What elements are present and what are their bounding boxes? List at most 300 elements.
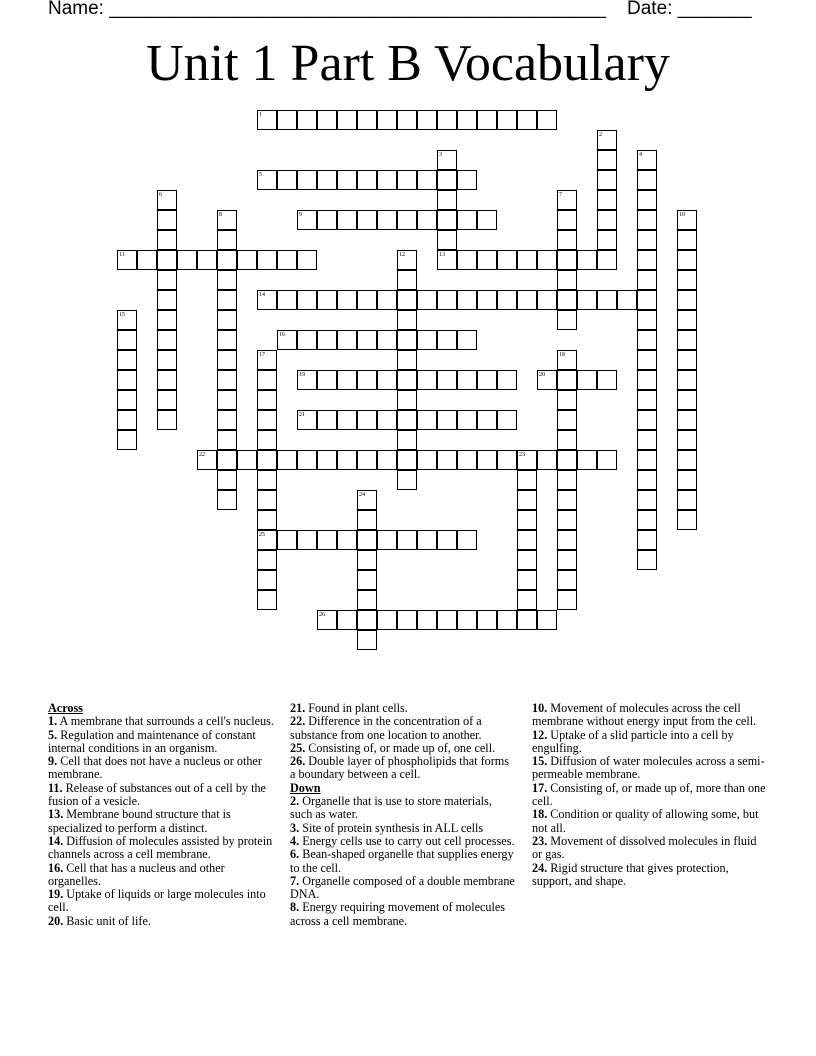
crossword-cell[interactable] (177, 250, 197, 270)
crossword-cell[interactable] (237, 450, 257, 470)
crossword-cell[interactable] (677, 250, 697, 270)
crossword-cell[interactable] (417, 330, 437, 350)
across-clue (290, 702, 516, 715)
crossword-cell[interactable] (557, 370, 577, 390)
crossword-cell[interactable] (417, 370, 437, 390)
crossword-cell[interactable] (637, 330, 657, 350)
crossword-cell[interactable] (557, 450, 577, 470)
crossword-cell[interactable] (557, 530, 577, 550)
crossword-cell[interactable] (417, 210, 437, 230)
crossword-cell[interactable] (317, 210, 337, 230)
crossword-cell[interactable] (117, 430, 137, 450)
crossword-cell[interactable] (317, 290, 337, 310)
crossword-cell[interactable] (257, 490, 277, 510)
crossword-cell[interactable] (357, 110, 377, 130)
crossword-cell[interactable] (337, 610, 357, 630)
crossword-cell[interactable] (637, 210, 657, 230)
crossword-cell[interactable] (217, 230, 237, 250)
crossword-cell[interactable] (357, 510, 377, 530)
clue-number-label: 12 (399, 252, 405, 258)
crossword-cell[interactable] (557, 410, 577, 430)
crossword-cell[interactable] (437, 610, 457, 630)
crossword-cell[interactable] (217, 330, 237, 350)
crossword-cell[interactable] (677, 370, 697, 390)
crossword-cell[interactable] (337, 170, 357, 190)
crossword-cell[interactable] (597, 150, 617, 170)
crossword-cell[interactable] (357, 410, 377, 430)
crossword-cell[interactable] (217, 410, 237, 430)
crossword-cell[interactable] (317, 410, 337, 430)
clue-number-label: 18 (559, 352, 565, 358)
crossword-cell[interactable] (157, 270, 177, 290)
crossword-cell[interactable] (357, 590, 377, 610)
down-clue (532, 782, 768, 809)
crossword-cell[interactable] (417, 610, 437, 630)
crossword-cell[interactable] (397, 310, 417, 330)
crossword-cell[interactable] (437, 210, 457, 230)
crossword-cell[interactable] (637, 450, 657, 470)
crossword-cell[interactable] (517, 110, 537, 130)
crossword-cell[interactable] (337, 110, 357, 130)
crossword-cell[interactable] (157, 390, 177, 410)
crossword-cell[interactable] (377, 610, 397, 630)
crossword-cell[interactable] (677, 410, 697, 430)
crossword-cell[interactable] (517, 590, 537, 610)
crossword-cell[interactable] (417, 290, 437, 310)
clue-number: 21. (290, 701, 306, 715)
crossword-cell[interactable] (537, 250, 557, 270)
crossword-cell[interactable] (377, 170, 397, 190)
clue-number-label: 14 (259, 292, 265, 298)
crossword-cell[interactable] (637, 430, 657, 450)
clue-number: 8. (290, 900, 300, 915)
crossword-cell[interactable] (277, 290, 297, 310)
crossword-cell[interactable] (257, 470, 277, 490)
clue-number: 23. (532, 833, 548, 848)
crossword-cell[interactable] (637, 510, 657, 530)
crossword-cell[interactable] (557, 230, 577, 250)
crossword-cell[interactable] (157, 210, 177, 230)
crossword-cell[interactable] (217, 290, 237, 310)
crossword-cell[interactable] (537, 610, 557, 630)
crossword-cell[interactable] (297, 330, 317, 350)
crossword-cell[interactable] (677, 450, 697, 470)
crossword-cell[interactable] (117, 410, 137, 430)
clue-number-label: 1 (259, 112, 262, 118)
crossword-cell[interactable] (377, 330, 397, 350)
crossword-cell[interactable] (637, 270, 657, 290)
crossword-cell[interactable] (677, 510, 697, 530)
crossword-cell[interactable] (217, 310, 237, 330)
crossword-cell[interactable] (157, 410, 177, 430)
crossword-cell[interactable] (277, 450, 297, 470)
clue-number-label: 4 (639, 152, 642, 158)
clue-number-label: 21 (299, 412, 305, 418)
crossword-cell[interactable] (677, 470, 697, 490)
clue-text: Site of protein synthesis in ALL cells (302, 820, 484, 835)
crossword-cell[interactable] (317, 370, 337, 390)
crossword-cell[interactable] (297, 450, 317, 470)
crossword-cell[interactable] (477, 290, 497, 310)
clue-text: Energy cells use to carry out cell processes. (302, 833, 515, 848)
crossword-cell[interactable] (257, 510, 277, 530)
crossword-cell[interactable] (637, 550, 657, 570)
clue-text: Organelle that is use to store materials, such as water. (290, 794, 492, 822)
crossword-cell[interactable] (257, 250, 277, 270)
crossword-cell[interactable] (397, 530, 417, 550)
across-clue (290, 755, 516, 782)
crossword-cell[interactable] (377, 530, 397, 550)
crossword-cell[interactable] (337, 410, 357, 430)
crossword-cell[interactable] (637, 230, 657, 250)
crossword-cell[interactable] (157, 290, 177, 310)
crossword-cell[interactable] (257, 450, 277, 470)
crossword-cell[interactable] (637, 390, 657, 410)
across-clue (290, 742, 516, 755)
crossword-cell[interactable] (397, 110, 417, 130)
crossword-cell[interactable] (357, 630, 377, 650)
crossword-cell[interactable] (637, 490, 657, 510)
crossword-cell[interactable] (417, 450, 437, 470)
crossword-cell[interactable] (317, 450, 337, 470)
crossword-cell[interactable] (157, 310, 177, 330)
across-clue (48, 808, 274, 835)
crossword-cell[interactable] (357, 550, 377, 570)
down-clue (532, 729, 768, 756)
crossword-cell[interactable] (217, 450, 237, 470)
crossword-cell[interactable] (217, 490, 237, 510)
clue-number: 24. (532, 860, 548, 875)
crossword-cell[interactable] (157, 230, 177, 250)
crossword-cell[interactable] (557, 590, 577, 610)
crossword-cell[interactable] (617, 290, 637, 310)
crossword-cell[interactable] (557, 250, 577, 270)
crossword-cell[interactable] (677, 330, 697, 350)
name-field-line[interactable]: Name: _______________________________________________ (48, 0, 606, 19)
clue-column-2 (290, 702, 516, 928)
crossword-cell[interactable] (517, 290, 537, 310)
crossword-cell[interactable] (217, 430, 237, 450)
clue-number-label: 10 (679, 212, 685, 218)
across-clue (48, 715, 274, 728)
crossword-cell[interactable] (677, 490, 697, 510)
crossword-cell[interactable] (397, 390, 417, 410)
crossword-cell[interactable] (517, 570, 537, 590)
crossword-cell[interactable] (637, 530, 657, 550)
page-title: Unit 1 Part B Vocabulary (146, 35, 670, 92)
crossword-cell[interactable] (637, 470, 657, 490)
crossword-cell[interactable] (337, 530, 357, 550)
crossword-cell[interactable] (277, 170, 297, 190)
crossword-cell[interactable] (477, 250, 497, 270)
clue-number-label: 2 (599, 132, 602, 138)
clue-number: 16. (48, 860, 64, 875)
crossword-cell[interactable] (337, 330, 357, 350)
crossword-cell[interactable] (457, 210, 477, 230)
crossword-cell[interactable] (257, 430, 277, 450)
crossword-cell[interactable] (457, 610, 477, 630)
clue-number-label: 6 (159, 192, 162, 198)
down-clue (290, 875, 516, 902)
crossword-cell[interactable] (357, 290, 377, 310)
crossword-cell[interactable] (677, 230, 697, 250)
crossword-cell[interactable] (437, 370, 457, 390)
crossword-cell[interactable] (417, 110, 437, 130)
crossword-cell[interactable] (597, 450, 617, 470)
crossword-cell[interactable] (437, 290, 457, 310)
crossword-cell[interactable] (297, 250, 317, 270)
crossword-cell[interactable] (357, 170, 377, 190)
crossword-cell[interactable] (677, 350, 697, 370)
crossword-cell[interactable] (157, 350, 177, 370)
crossword-cell[interactable] (457, 450, 477, 470)
crossword-cell[interactable] (457, 110, 477, 130)
crossword-cell[interactable] (397, 450, 417, 470)
crossword-cell[interactable] (437, 330, 457, 350)
crossword-cell[interactable] (217, 370, 237, 390)
down-clue (290, 795, 516, 822)
crossword-cell[interactable] (397, 270, 417, 290)
crossword-cell[interactable] (477, 110, 497, 130)
crossword-cell[interactable] (397, 330, 417, 350)
crossword-cell[interactable] (217, 350, 237, 370)
crossword-cell[interactable] (337, 290, 357, 310)
crossword-cell[interactable] (257, 370, 277, 390)
crossword-cell[interactable] (417, 530, 437, 550)
crossword-cell[interactable] (597, 370, 617, 390)
crossword-cell[interactable] (597, 210, 617, 230)
crossword-cell[interactable] (277, 530, 297, 550)
clue-number-label: 11 (119, 252, 125, 258)
crossword-cell[interactable] (497, 110, 517, 130)
crossword-cell[interactable] (117, 350, 137, 370)
crossword-cell[interactable] (477, 210, 497, 230)
crossword-cell[interactable] (217, 270, 237, 290)
clue-text: Double layer of phospholipids that forms a boundary between a cell. (290, 754, 510, 782)
crossword-cell[interactable] (317, 170, 337, 190)
crossword-cell[interactable] (197, 250, 217, 270)
crossword-cell[interactable] (377, 450, 397, 470)
crossword-cell[interactable] (597, 290, 617, 310)
crossword-cell[interactable] (497, 610, 517, 630)
crossword-cell[interactable] (157, 370, 177, 390)
crossword-cell[interactable] (497, 250, 517, 270)
clue-text: Bean-shaped organelle that supplies energy to the cell. (290, 847, 514, 875)
crossword-cell[interactable] (157, 250, 177, 270)
crossword-cell[interactable] (457, 170, 477, 190)
clue-number-label: 3 (439, 152, 442, 158)
clue-number: 7. (290, 873, 300, 888)
crossword-cell[interactable] (457, 330, 477, 350)
clue-text: Regulation and maintenance of constant internal conditions in an organism. (48, 727, 256, 755)
crossword-cell[interactable] (517, 510, 537, 530)
clue-number: 26. (290, 754, 306, 769)
crossword-cell[interactable] (517, 550, 537, 570)
clue-text: Diffusion of molecules assisted by protein channels across a cell membrane. (48, 833, 273, 862)
crossword-cell[interactable] (277, 250, 297, 270)
crossword-cell[interactable] (557, 550, 577, 570)
crossword-cell[interactable] (217, 470, 237, 490)
crossword-cell[interactable] (277, 110, 297, 130)
crossword-cell[interactable] (597, 230, 617, 250)
crossword-cell[interactable] (557, 290, 577, 310)
crossword-cell[interactable] (377, 110, 397, 130)
crossword-cell[interactable] (637, 310, 657, 330)
crossword-cell[interactable] (437, 530, 457, 550)
crossword-cell[interactable] (677, 290, 697, 310)
crossword-cell[interactable] (397, 410, 417, 430)
crossword-cell[interactable] (457, 410, 477, 430)
crossword-cell[interactable] (577, 370, 597, 390)
crossword-cell[interactable] (457, 250, 477, 270)
crossword-cell[interactable] (317, 530, 337, 550)
crossword-cell[interactable] (457, 370, 477, 390)
clue-column-3 (532, 702, 768, 888)
crossword-cell[interactable] (497, 290, 517, 310)
crossword-cell[interactable] (297, 530, 317, 550)
crossword-cell[interactable] (477, 610, 497, 630)
crossword-cell[interactable] (257, 570, 277, 590)
across-clue (48, 729, 274, 756)
crossword-cell[interactable] (437, 450, 457, 470)
crossword-cell[interactable] (417, 170, 437, 190)
crossword-cell[interactable] (357, 450, 377, 470)
crossword-cell[interactable] (477, 370, 497, 390)
crossword-cell[interactable] (637, 190, 657, 210)
clue-text: Rigid structure that gives protection, support, and shape. (532, 860, 729, 888)
crossword-cell[interactable] (677, 270, 697, 290)
crossword-cell[interactable] (217, 250, 237, 270)
crossword-cell[interactable] (397, 290, 417, 310)
crossword-cell[interactable] (297, 290, 317, 310)
down-clue (290, 822, 516, 835)
crossword-cell[interactable] (397, 170, 417, 190)
crossword-cell[interactable] (557, 210, 577, 230)
crossword-cell[interactable] (557, 270, 577, 290)
crossword-cell[interactable] (117, 390, 137, 410)
crossword-cell[interactable] (637, 350, 657, 370)
crossword-cell[interactable] (397, 430, 417, 450)
crossword-cell[interactable] (257, 550, 277, 570)
crossword-cell[interactable] (557, 570, 577, 590)
crossword-cell[interactable] (157, 330, 177, 350)
crossword-cell[interactable] (557, 470, 577, 490)
across-clue (48, 755, 274, 782)
crossword-cell[interactable] (577, 250, 597, 270)
clue-number-label: 20 (539, 372, 545, 378)
crossword-cell[interactable] (537, 110, 557, 130)
crossword-cell[interactable] (377, 210, 397, 230)
clue-number: 6. (290, 847, 300, 862)
crossword-cell[interactable] (497, 410, 517, 430)
crossword-cell[interactable] (437, 410, 457, 430)
crossword-cell[interactable] (257, 410, 277, 430)
crossword-cell[interactable] (577, 450, 597, 470)
crossword-cell[interactable] (117, 370, 137, 390)
crossword-cell[interactable] (357, 370, 377, 390)
date-field-line[interactable]: Date: _______ (627, 0, 752, 19)
clue-number-label: 23 (519, 452, 525, 458)
crossword-cell[interactable] (517, 530, 537, 550)
crossword-cell[interactable] (557, 390, 577, 410)
crossword-cell[interactable] (517, 250, 537, 270)
crossword-cell[interactable] (677, 390, 697, 410)
crossword-cell[interactable] (437, 190, 457, 210)
crossword-cell[interactable] (357, 570, 377, 590)
crossword-cell[interactable] (397, 610, 417, 630)
clue-number-label: 13 (439, 252, 445, 258)
crossword-cell[interactable] (417, 410, 437, 430)
crossword-cell[interactable] (377, 370, 397, 390)
crossword-cell[interactable] (637, 370, 657, 390)
crossword-cell[interactable] (677, 430, 697, 450)
crossword-cell[interactable] (237, 250, 257, 270)
crossword-cell[interactable] (317, 330, 337, 350)
crossword-cell[interactable] (377, 410, 397, 430)
crossword-cell[interactable] (397, 350, 417, 370)
crossword-cell[interactable] (357, 210, 377, 230)
clue-number-label: 5 (259, 172, 262, 178)
crossword-cell[interactable] (457, 530, 477, 550)
crossword-cell[interactable] (437, 110, 457, 130)
crossword-cell[interactable] (437, 170, 457, 190)
crossword-cell[interactable] (637, 170, 657, 190)
crossword-cell[interactable] (517, 490, 537, 510)
crossword-cell[interactable] (517, 470, 537, 490)
crossword-cell[interactable] (477, 450, 497, 470)
crossword-cell[interactable] (637, 410, 657, 430)
crossword-cell[interactable] (557, 510, 577, 530)
crossword-cell[interactable] (557, 310, 577, 330)
crossword-cell[interactable] (597, 190, 617, 210)
crossword-cell[interactable] (397, 210, 417, 230)
crossword-cell[interactable] (497, 370, 517, 390)
crossword-cell[interactable] (437, 230, 457, 250)
crossword-cell[interactable] (217, 390, 237, 410)
crossword-cell[interactable] (357, 530, 377, 550)
crossword-cell[interactable] (137, 250, 157, 270)
crossword-cell[interactable] (457, 290, 477, 310)
crossword-cell[interactable] (677, 310, 697, 330)
crossword-cell[interactable] (297, 110, 317, 130)
crossword-cell[interactable] (477, 410, 497, 430)
crossword-cell[interactable] (497, 450, 517, 470)
crossword-cell[interactable] (257, 590, 277, 610)
crossword-cell[interactable] (117, 330, 137, 350)
crossword-cell[interactable] (377, 290, 397, 310)
crossword-cell[interactable] (517, 610, 537, 630)
crossword-cell[interactable] (557, 490, 577, 510)
crossword-cell[interactable] (337, 450, 357, 470)
crossword-cell[interactable] (337, 370, 357, 390)
crossword-cell[interactable] (637, 250, 657, 270)
crossword-cell[interactable] (337, 210, 357, 230)
crossword-cell[interactable] (597, 250, 617, 270)
crossword-cell[interactable] (557, 430, 577, 450)
crossword-cell[interactable] (397, 370, 417, 390)
crossword-cell[interactable] (317, 110, 337, 130)
crossword-cell[interactable] (257, 390, 277, 410)
crossword-cell[interactable] (597, 170, 617, 190)
crossword-cell[interactable] (537, 290, 557, 310)
crossword-cell[interactable] (537, 450, 557, 470)
crossword-cell[interactable] (357, 330, 377, 350)
crossword-cell[interactable] (577, 290, 597, 310)
crossword-cell[interactable] (397, 470, 417, 490)
crossword-cell[interactable] (637, 290, 657, 310)
crossword-cell[interactable] (297, 170, 317, 190)
crossword-cell[interactable] (357, 610, 377, 630)
